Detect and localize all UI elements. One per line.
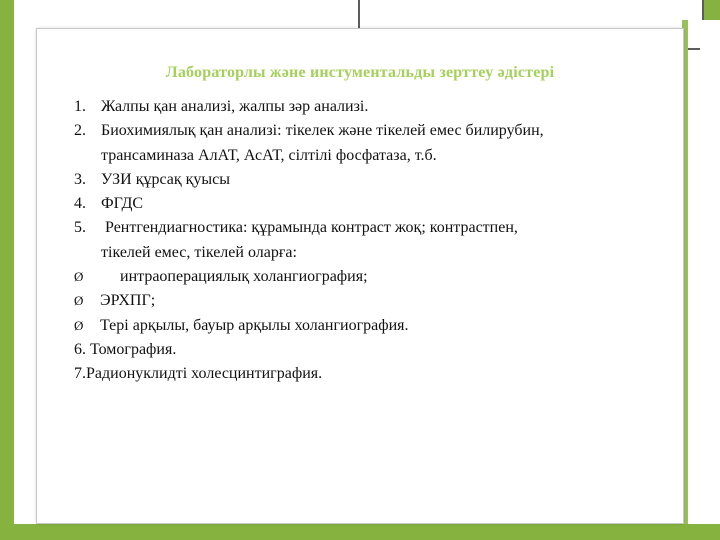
item-text: ЭРХПГ; [100, 292, 156, 310]
item-number: 1. [74, 98, 86, 115]
item-text: УЗИ құрсақ қуысы [101, 170, 231, 188]
item-text: Тері арқылы, бауыр арқылы холангиография. [100, 316, 409, 334]
item-text: 6. Томография. [74, 340, 177, 358]
bullet-item [74, 314, 674, 338]
bullet-item [74, 265, 674, 289]
list-item [74, 119, 674, 143]
list-item [74, 168, 674, 192]
item-text: ФГДС [101, 195, 144, 213]
list-item [74, 95, 674, 119]
slide-title: Лабораторлы және инстументальды зерттеу әдістері [165, 64, 555, 81]
decorative-right-strip [700, 20, 720, 540]
list-item-continuation [74, 241, 674, 265]
arrow-bullet-icon: Ø [74, 293, 84, 309]
item-number: 5. [74, 219, 86, 237]
item-number: 4. [74, 195, 86, 213]
item-text: Биохимиялық қан анализі: тікелек және тікелей емес билирубин, [101, 122, 544, 140]
bullet-item [74, 289, 674, 313]
list-item [74, 338, 674, 362]
list-item [74, 192, 674, 216]
list-item-continuation [74, 144, 674, 168]
item-text: тікелей емес, тікелей оларға: [101, 243, 297, 261]
list-item [74, 362, 674, 386]
arrow-bullet-icon: Ø [74, 269, 84, 285]
item-text: Жалпы қан анализі, жалпы зәр анализі. [101, 98, 369, 115]
item-number: 2. [74, 122, 86, 140]
item-text: 7.Радионуклидті холесцинтиграфия. [74, 365, 323, 383]
item-text: Рентгендиагностика: құрамында контраст жоқ; контрастпен, [101, 219, 518, 237]
item-text: интраоперациялық холангиография; [100, 268, 368, 286]
item-text: трансаминаза АлАТ, АсАТ, сілтілі фосфатаза, т.б. [101, 146, 437, 164]
content-list [74, 95, 674, 387]
decorative-bottom-bar [0, 524, 720, 540]
arrow-bullet-icon: Ø [74, 317, 84, 333]
item-number: 3. [74, 170, 86, 188]
list-item [74, 216, 674, 240]
